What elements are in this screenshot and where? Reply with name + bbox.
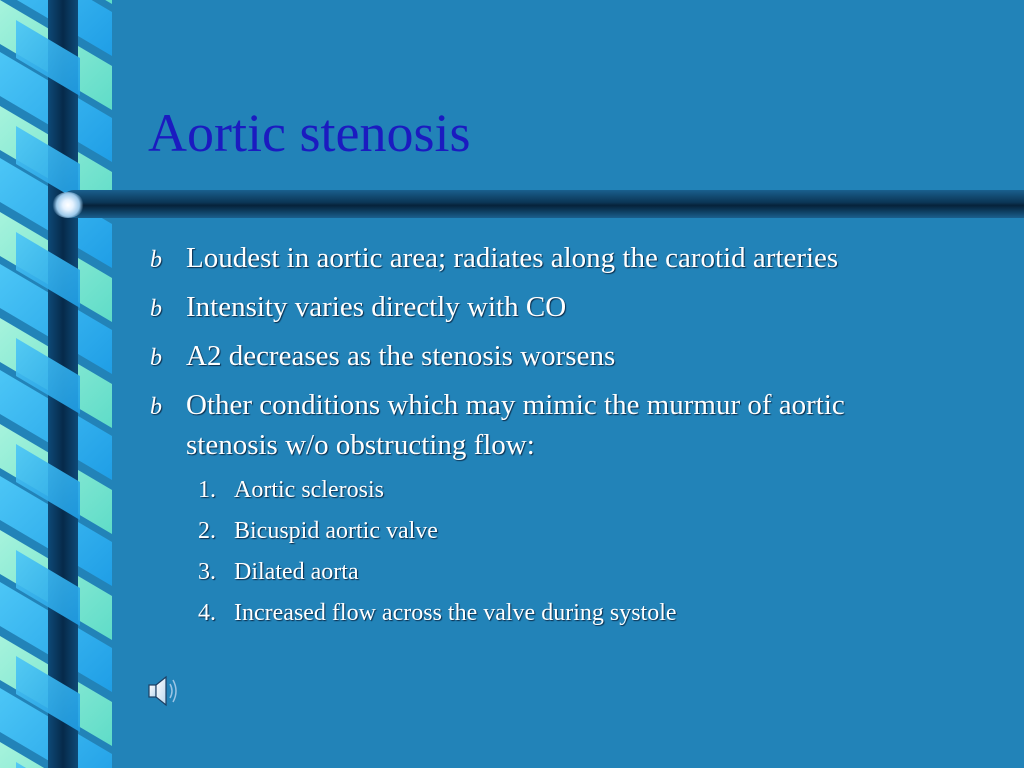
sub-list-number: 3. (198, 559, 216, 585)
bullet-icon: b (150, 247, 162, 273)
sub-list-item (198, 554, 898, 590)
page-title: Aortic stenosis (148, 103, 471, 163)
bullet-icon: b (150, 394, 162, 420)
bullet-item (148, 287, 998, 327)
bullet-item (148, 385, 998, 465)
sub-list-item (198, 595, 898, 631)
sub-list-item (198, 472, 898, 508)
sub-list-text: Aortic sclerosis (234, 477, 384, 503)
bullet-text-line: Other conditions which may mimic the murmur of aortic (186, 389, 845, 421)
title-divider-knob (52, 192, 84, 218)
bullet-list (148, 238, 998, 474)
bullet-text: A2 decreases as the stenosis worsens (186, 340, 616, 372)
bullet-item (148, 238, 998, 278)
sub-list-number: 4. (198, 600, 216, 626)
bullet-item (148, 336, 998, 376)
speaker-icon[interactable] (144, 672, 182, 710)
sub-list-number: 1. (198, 477, 216, 503)
bullet-text: Loudest in aortic area; radiates along the carotid arteries (186, 242, 839, 274)
bullet-icon: b (150, 345, 162, 371)
bullet-text: Intensity varies directly with CO (186, 291, 567, 323)
title-divider-bar (60, 190, 1024, 218)
ribbon-decoration (0, 0, 115, 768)
bullet-text-line: stenosis w/o obstructing flow: (186, 429, 535, 461)
numbered-sub-list (198, 472, 898, 636)
sub-list-text: Bicuspid aortic valve (234, 518, 438, 544)
sub-list-text: Increased flow across the valve during systole (234, 600, 677, 626)
sub-list-text: Dilated aorta (234, 559, 359, 585)
bullet-icon: b (150, 296, 162, 322)
sub-list-item (198, 513, 898, 549)
sub-list-number: 2. (198, 518, 216, 544)
